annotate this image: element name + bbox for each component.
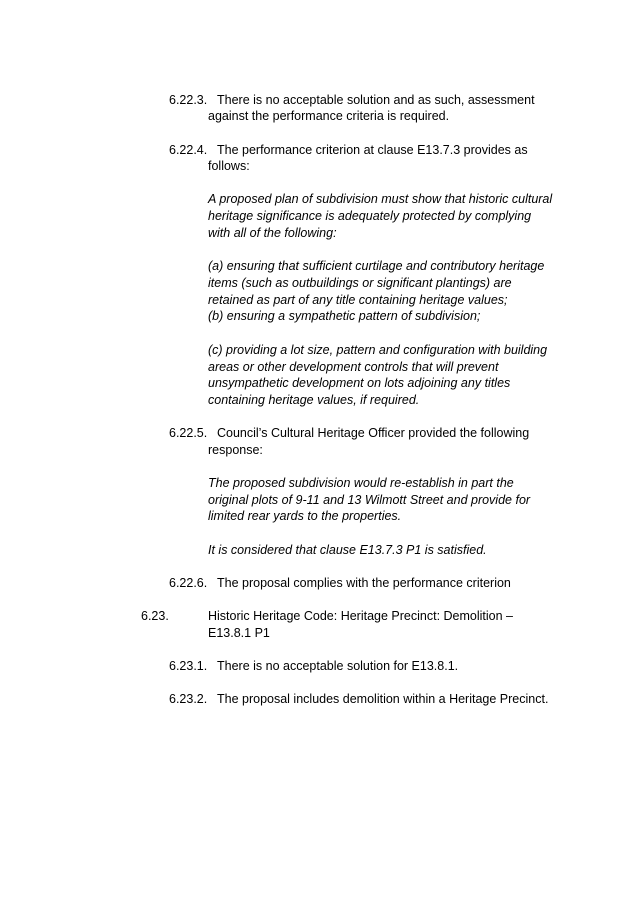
quote-line: with all of the following: <box>208 226 337 240</box>
quote-line: It is considered that clause E13.7.3 P1 is satisfied. <box>208 543 487 557</box>
section-heading-line: E13.8.1 P1 <box>208 626 270 640</box>
quote-line: areas or other development controls that will prevent <box>208 360 499 374</box>
clause-number-6-22-6: 6.22.6. <box>169 576 208 590</box>
section-number-6-23: 6.23. <box>141 609 169 623</box>
clause-number-6-22-4: 6.22.4. <box>169 143 208 157</box>
clause-text-line: Council’s Cultural Heritage Officer provided the following <box>217 426 530 440</box>
clause-text-line: The performance criterion at clause E13.7.3 provides as <box>217 143 528 157</box>
clause-text-line: response: <box>208 443 263 457</box>
clause-text-line: There is no acceptable solution and as such, assessment <box>217 93 535 107</box>
section-heading-line: Historic Heritage Code: Heritage Precinct: Demolition – <box>208 609 513 623</box>
quote-line: heritage significance is adequately protected by complying <box>208 209 532 223</box>
clause-text-line: The proposal complies with the performance criterion <box>217 576 511 590</box>
quote-line: limited rear yards to the properties. <box>208 509 402 523</box>
quote-line: retained as part of any title containing heritage values; <box>208 293 508 307</box>
clause-number-6-23-2: 6.23.2. <box>169 692 208 706</box>
quote-line: (a) ensuring that sufficient curtilage and contributory heritage <box>208 259 545 273</box>
quote-line: (b) ensuring a sympathetic pattern of subdivision; <box>208 309 481 323</box>
quote-line: items (such as outbuildings or significant plantings) are <box>208 276 512 290</box>
quote-line: The proposed subdivision would re-establish in part the <box>208 476 514 490</box>
clause-text-line: follows: <box>208 159 250 173</box>
clause-text-line: There is no acceptable solution for E13.8.1. <box>217 659 459 673</box>
quote-line: (c) providing a lot size, pattern and configuration with building <box>208 343 548 357</box>
clause-text-line: against the performance criteria is required. <box>208 109 450 123</box>
quote-line: original plots of 9-11 and 13 Wilmott Street and provide for <box>208 493 531 507</box>
quote-line: A proposed plan of subdivision must show that historic cultural <box>208 192 553 206</box>
clause-number-6-22-5: 6.22.5. <box>169 426 208 440</box>
clause-number-6-22-3: 6.22.3. <box>169 93 208 107</box>
clause-number-6-23-1: 6.23.1. <box>169 659 208 673</box>
quote-line: unsympathetic development on lots adjoining any titles <box>208 376 511 390</box>
clause-text-line: The proposal includes demolition within a Heritage Precinct. <box>217 692 549 706</box>
quote-line: containing heritage values, if required. <box>208 393 420 407</box>
